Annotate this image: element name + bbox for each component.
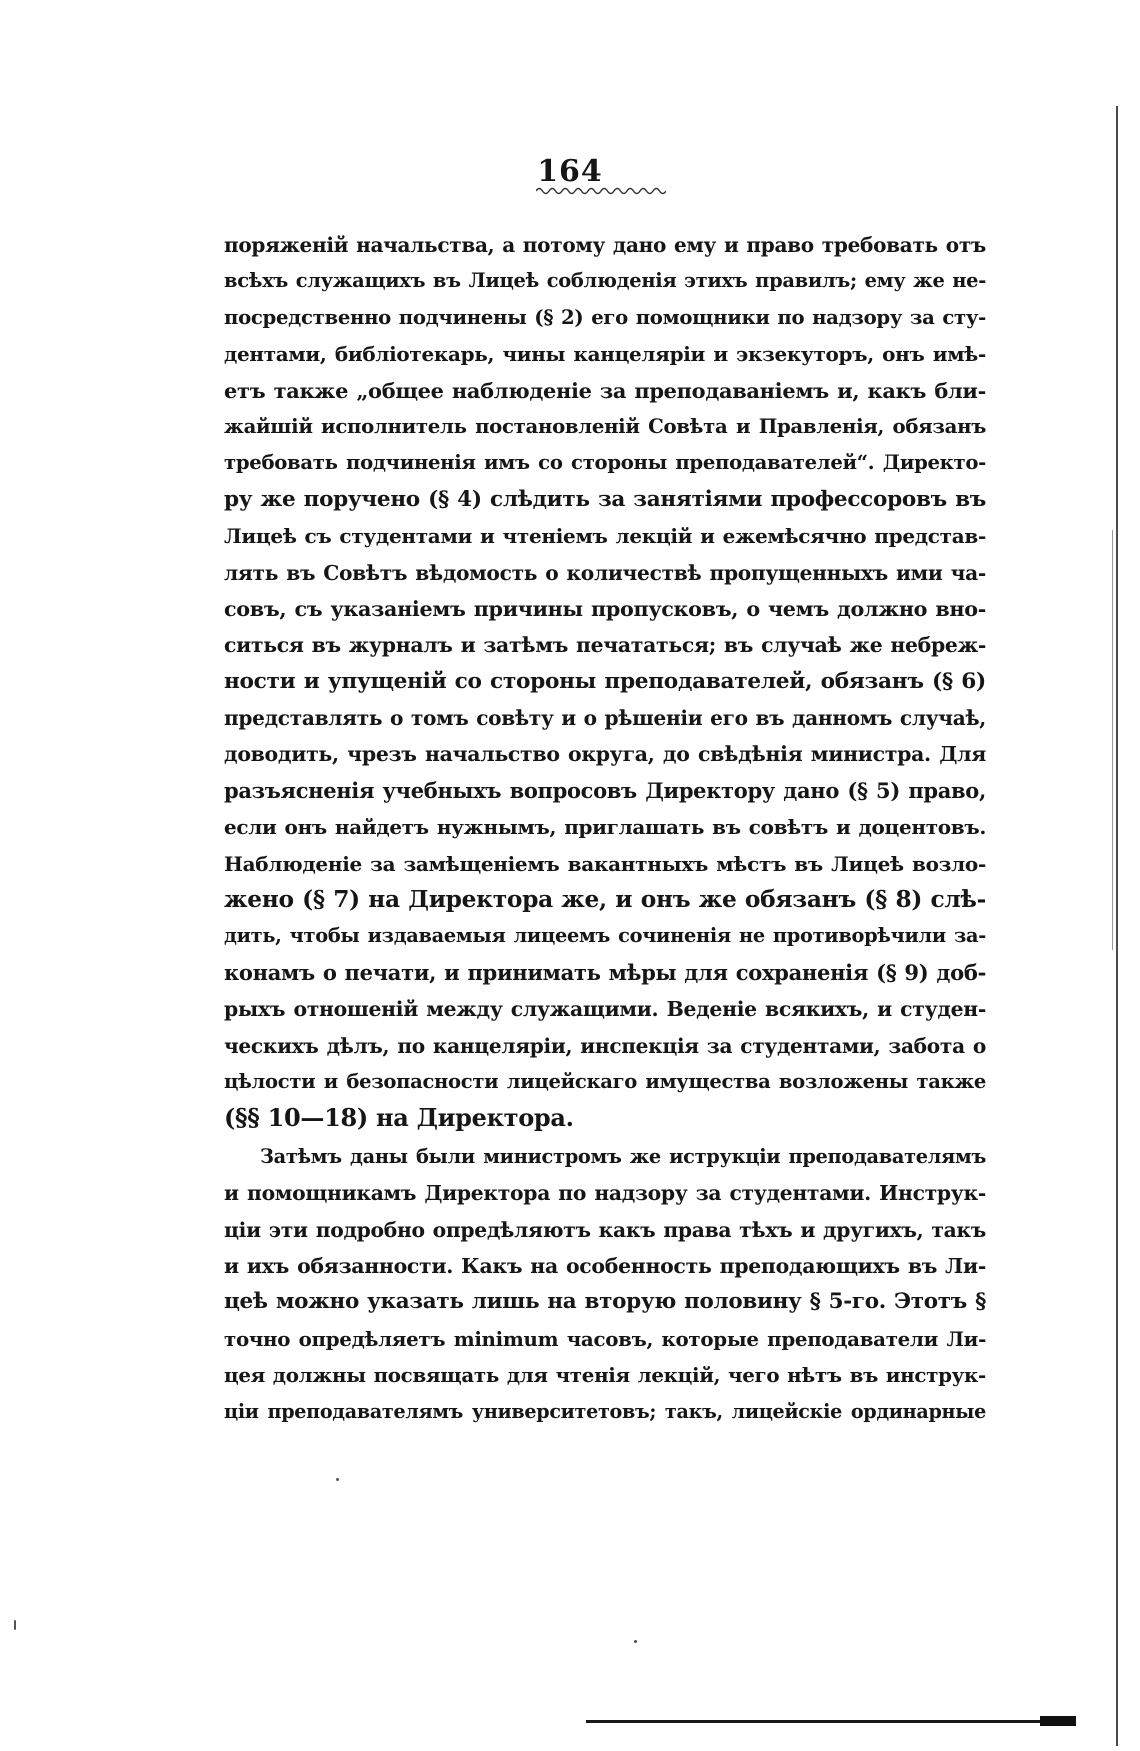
- text-line: ціи эти подробно опредѣляютъ какъ права тѣхъ и другихъ, такъ: [224, 1217, 986, 1242]
- text-line: жайшій исполнитель постановленій Совѣта и Правленія, обязанъ: [224, 414, 986, 438]
- text-line: посредственно подчинены (§ 2) его помощники по надзору за сту-: [224, 305, 986, 329]
- scan-speck: [14, 1620, 16, 1630]
- text-line: всѣхъ служащихъ въ Лицеѣ соблюденія этихъ правилъ; ему же не-: [224, 269, 986, 293]
- paragraph-1: [224, 227, 986, 1137]
- text-line: представлять о томъ совѣту и о рѣшеніи его въ данномъ случаѣ,: [224, 706, 986, 731]
- text-line: ру же поручено (§ 4) слѣдить за занятіями профессоровъ въ: [224, 486, 986, 512]
- scan-edge-line-faint: [1112, 530, 1113, 950]
- paragraph-2: [224, 1139, 986, 1430]
- text-line: совъ, съ указаніемъ причины пропусковъ, о чемъ должно вно-: [224, 596, 986, 621]
- scan-speck: [634, 1640, 637, 1643]
- text-line: разъясненія учебныхъ вопросовъ Директору дано (§ 5) право,: [224, 777, 986, 803]
- text-line: ситься въ журналъ и затѣмъ печататься; въ случаѣ же небреж-: [224, 633, 986, 658]
- text-line: цѣлости и безопасности лицейскаго имущества возложены также: [224, 1069, 986, 1093]
- text-line: дить, чтобы издаваемыя лицеемъ сочиненія не противорѣчили за-: [224, 924, 986, 948]
- text-line: ческихъ дѣлъ, по канцеляріи, инспекція за студентами, забота о: [224, 1033, 986, 1058]
- text-line: точно опредѣляетъ minimum часовъ, которые преподаватели Ли-: [224, 1326, 986, 1351]
- text-line: жено (§ 7) на Директора же, и онъ же обязанъ (§ 8) слѣ-: [224, 886, 986, 914]
- text-line: доводить, чрезъ начальство округа, до свѣдѣнія министра. Для: [224, 742, 986, 767]
- text-line: поряженій начальства, а потому дано ему и право требовать отъ: [224, 233, 986, 257]
- text-line: цея должны посвящать для чтенія лекцій, чего нѣтъ въ инструк-: [224, 1363, 986, 1388]
- body-text: [224, 227, 986, 1430]
- text-line: рыхъ отношеній между служащими. Веденіе всякихъ, и студен-: [224, 997, 986, 1022]
- text-line: ности и упущеній со стороны преподавателей, обязанъ (§ 6): [224, 668, 986, 694]
- text-line: цеѣ можно указать лишь на вторую половину § 5-го. Этотъ §: [224, 1289, 986, 1315]
- text-line: Затѣмъ даны были министромъ же иструкціи преподавателямъ: [260, 1144, 986, 1168]
- text-line: (§§ 10—18) на Директора.: [224, 1103, 574, 1133]
- text-line: етъ также „общее наблюденіе за преподаваніемъ и, какъ бли-: [224, 377, 986, 403]
- text-line: если онъ найдетъ нужнымъ, приглашать въ совѣтъ и доцентовъ.: [224, 815, 986, 840]
- text-line: конамъ о печати, и принимать мѣры для сохраненія (§ 9) доб-: [224, 959, 986, 985]
- text-line: и ихъ обязанности. Какъ на особенность преподающихъ въ Ли-: [224, 1253, 986, 1278]
- text-line: дентами, библіотекарь, чины канцеляріи и экзекуторъ, онъ имѣ-: [224, 342, 986, 367]
- text-line: лять въ Совѣтъ вѣдомость о количествѣ пропущенныхъ ими ча-: [224, 560, 986, 585]
- scan-bottom-rule-end: [1040, 1716, 1076, 1726]
- text-line: требовать подчиненія имъ со стороны преподавателей“. Директо-: [224, 451, 986, 475]
- text-line: ціи преподавателямъ университетовъ; такъ, лицейскіе ординарные: [224, 1399, 986, 1423]
- scan-edge-line: [1116, 106, 1118, 1746]
- text-line: Наблюденіе за замѣщеніемъ вакантныхъ мѣстъ въ Лицеѣ возло-: [224, 851, 986, 876]
- text-line: Лицеѣ съ студентами и чтеніемъ лекцій и ежемѣсячно представ-: [224, 524, 986, 549]
- text-line: и помощникамъ Директора по надзору за студентами. Инструк-: [224, 1181, 986, 1206]
- page-number: 164: [537, 154, 603, 189]
- scan-speck: [336, 1478, 339, 1481]
- scan-bottom-rule: [586, 1720, 1076, 1723]
- ornamental-wavy-rule: [536, 186, 666, 196]
